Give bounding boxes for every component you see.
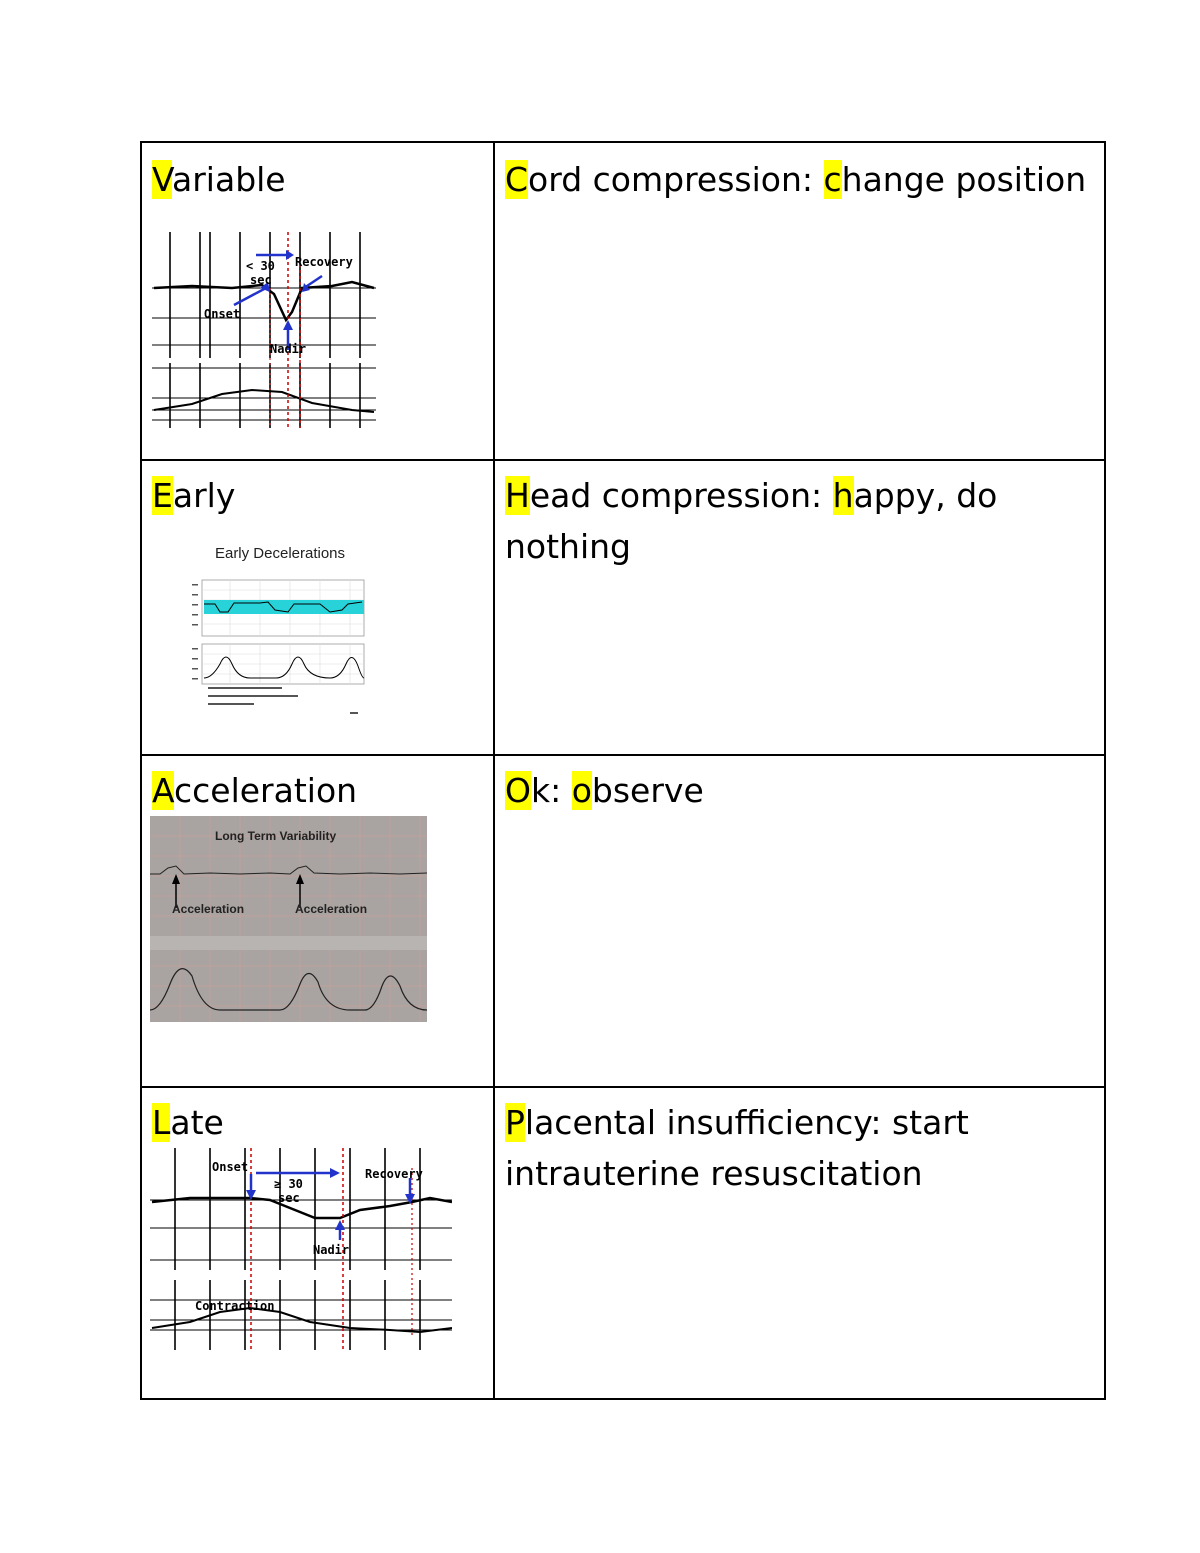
ok-observe-text: Ok: observe (505, 771, 704, 810)
fig-label: < 30 (246, 259, 275, 273)
fig-label: Onset (204, 307, 241, 321)
fig-label: Recovery (295, 255, 353, 269)
row-divider (142, 459, 1104, 461)
head-compression-text: Head compression: happy, do nothing (505, 476, 998, 566)
fig-label: Nadir (270, 342, 307, 356)
fig-title: Long Term Variability (215, 829, 337, 843)
fig-label: sec (250, 273, 272, 287)
fig-label: Contraction (195, 1299, 275, 1313)
mnemonic-letter: O (505, 771, 531, 810)
fig-label: Nadir (313, 1243, 350, 1257)
fig-label: ≥ 30 (274, 1177, 303, 1191)
early-decelerations-figure (190, 540, 370, 720)
fig-label: Acceleration (295, 902, 368, 916)
variable-label: Variable (152, 160, 286, 199)
fig-label: Recovery (365, 1167, 423, 1181)
fig-label: Acceleration (172, 902, 245, 916)
mnemonic-letter: H (505, 476, 530, 515)
mnemonic-letter: L (152, 1103, 171, 1142)
variable-deceleration-strip (152, 228, 376, 428)
placental-insufficiency-text: Placental insufficiency: start intrauterine resuscitation (505, 1103, 969, 1193)
mnemonic-letter: P (505, 1103, 525, 1142)
acceleration-strip-photo (150, 816, 427, 1022)
mnemonic-letter: C (505, 160, 529, 199)
fig-title: Early Decelerations (214, 545, 346, 562)
cord-compression-text: Cord compression: change position (505, 160, 1087, 199)
row-divider (142, 1086, 1104, 1088)
late-deceleration-strip (150, 1148, 452, 1350)
acceleration-label: Acceleration (152, 771, 358, 810)
fig-label: Onset (212, 1160, 249, 1174)
row-divider (142, 754, 1104, 756)
mnemonic-letter: V (152, 160, 173, 199)
column-divider (493, 143, 495, 1398)
fig-label: sec (278, 1191, 300, 1205)
mnemonic-letter: E (152, 476, 173, 515)
early-label: Early (152, 476, 236, 515)
late-label: Late (152, 1103, 224, 1142)
mnemonic-letter: A (152, 771, 174, 810)
